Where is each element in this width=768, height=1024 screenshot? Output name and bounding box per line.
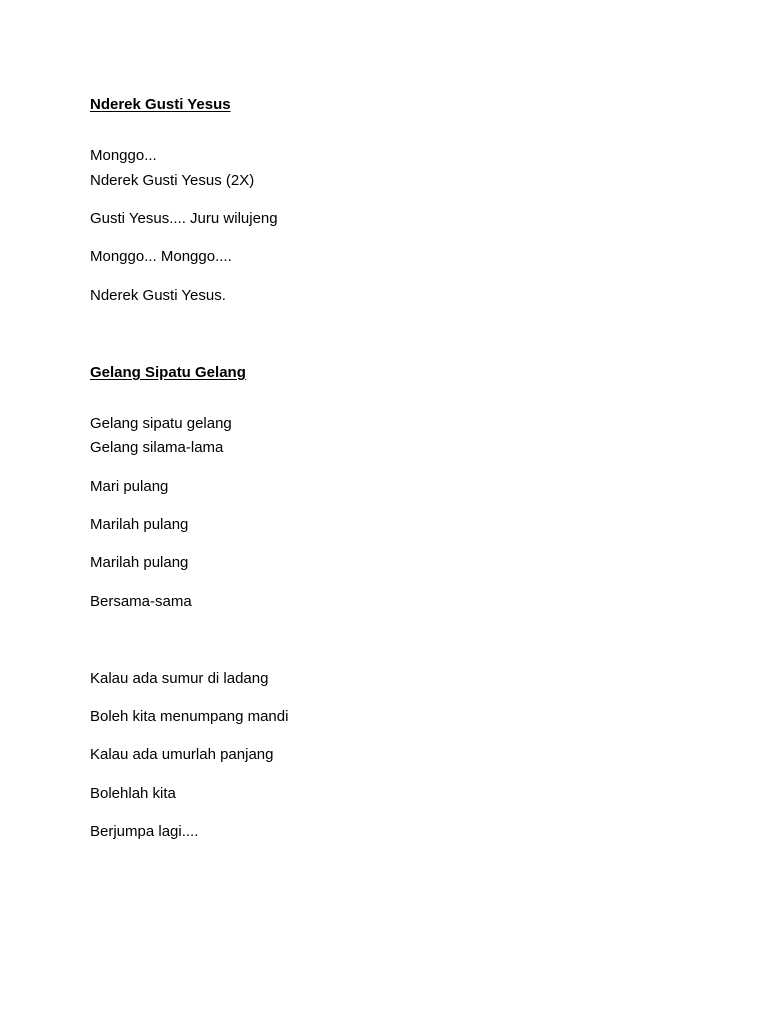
- lyric-line: Nderek Gusti Yesus.: [90, 287, 226, 304]
- lyric-line: Nderek Gusti Yesus (2X): [90, 172, 255, 189]
- lyric-line: Gelang silama-lama: [90, 439, 224, 456]
- lyric-line: Berjumpa lagi....: [90, 823, 199, 840]
- lyric-line: Kalau ada sumur di ladang: [90, 670, 269, 687]
- lyric-line: Gusti Yesus.... Juru wilujeng: [90, 210, 278, 227]
- song-title-gelang-sipatu-gelang: Gelang Sipatu Gelang: [90, 364, 246, 381]
- lyric-line: Bersama-sama: [90, 593, 192, 610]
- lyric-line: Boleh kita menumpang mandi: [90, 708, 289, 725]
- lyric-line: Monggo... Monggo....: [90, 248, 232, 265]
- lyric-line: Mari pulang: [90, 478, 169, 495]
- lyric-line: Monggo...: [90, 147, 157, 164]
- lyric-line: Marilah pulang: [90, 516, 189, 533]
- lyric-line: Marilah pulang: [90, 554, 189, 571]
- lyric-line: Gelang sipatu gelang: [90, 415, 232, 432]
- lyric-line: Kalau ada umurlah panjang: [90, 746, 274, 763]
- song-title-nderek-gusti-yesus: Nderek Gusti Yesus: [90, 96, 231, 113]
- lyric-line: Bolehlah kita: [90, 785, 176, 802]
